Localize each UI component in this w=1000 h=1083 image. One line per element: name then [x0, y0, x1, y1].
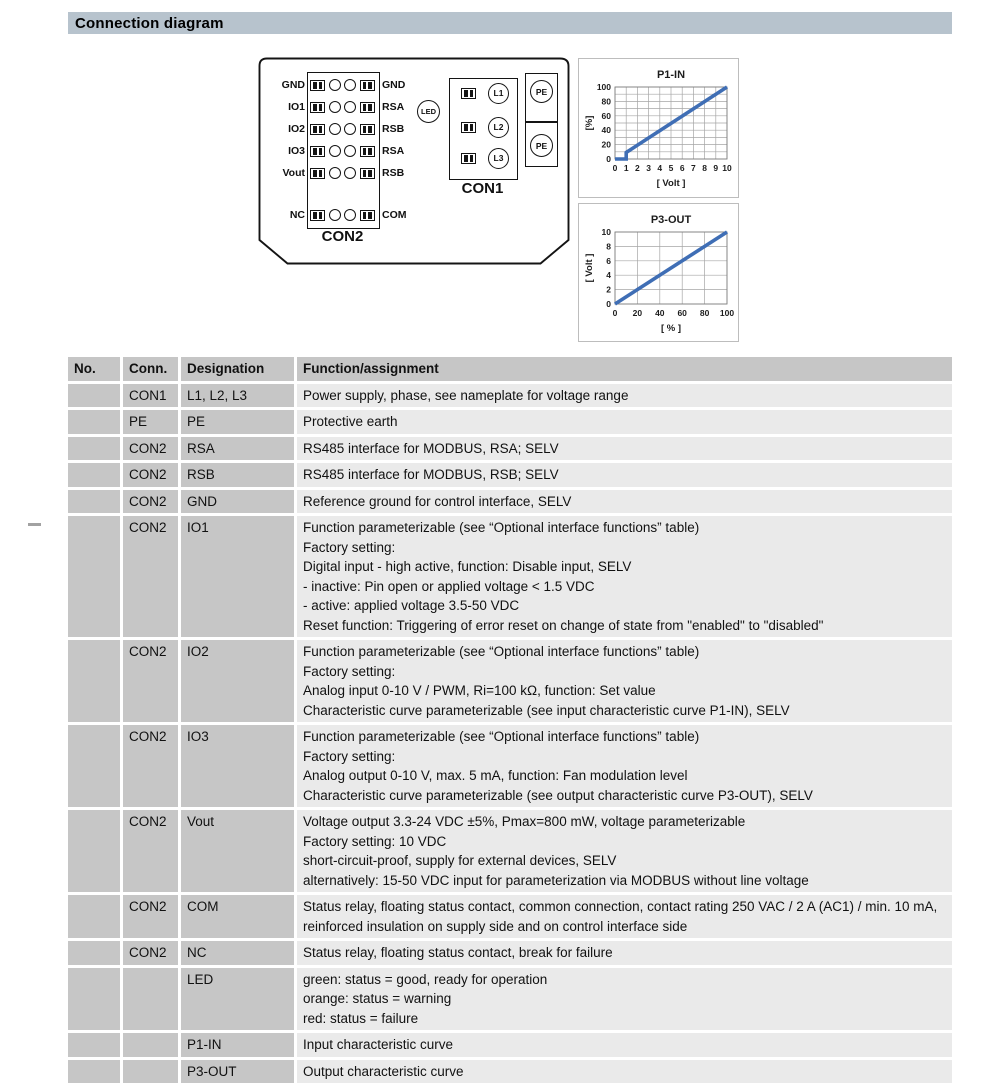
cell-function: [297, 895, 952, 938]
y-tick-label: 0: [606, 299, 611, 309]
screw-hole-icon: [329, 123, 341, 135]
con2-pin-label-left: Vout: [258, 166, 305, 180]
cell-designation: L1, L2, L3: [181, 384, 294, 408]
led-label: LED: [421, 107, 436, 116]
con2-terminal-row: [310, 208, 375, 222]
cell-no: [68, 463, 120, 487]
pe-terminal-box-2: [525, 121, 558, 167]
x-tick-label: 20: [633, 308, 643, 318]
x-axis-label: [ Volt ]: [657, 178, 686, 189]
pe-label-1: PE: [536, 87, 547, 97]
con2-pin-label-left: IO2: [258, 122, 305, 136]
led-indicator: [417, 100, 440, 123]
terminal-contact-icon: [310, 146, 325, 157]
con2-pin-label-left: IO3: [258, 144, 305, 158]
cell-conn: CON2: [123, 490, 178, 514]
con2-pin-label-left: IO1: [258, 100, 305, 114]
function-line: Output characteristic curve: [303, 1062, 946, 1082]
screw-hole-icon: [344, 145, 356, 157]
cell-conn: CON2: [123, 437, 178, 461]
screw-hole-icon: [329, 209, 341, 221]
cell-conn: [123, 1060, 178, 1083]
screw-hole-icon: [329, 79, 341, 91]
col-header-conn: Conn.: [123, 357, 178, 381]
x-tick-label: 3: [646, 163, 651, 173]
screw-hole-icon: [344, 123, 356, 135]
terminal-contact-icon: [461, 88, 476, 99]
chart-title: P3-OUT: [651, 214, 692, 226]
terminal-contact-icon: [360, 124, 375, 135]
cell-conn: CON2: [123, 941, 178, 965]
cell-no: [68, 810, 120, 892]
pe-circle-1: [530, 80, 553, 103]
function-line: Status relay, floating status contact, common connection, contact rating 250 VAC / 2 A (AC1) / min. 10 mA, reinforced insulation on supply side and on control interface side: [303, 897, 946, 936]
cell-function: [297, 640, 952, 722]
y-tick-label: 8: [606, 241, 611, 251]
function-line: green: status = good, ready for operation: [303, 970, 946, 990]
x-tick-label: 40: [655, 308, 665, 318]
chart-canvas: [579, 204, 738, 341]
cell-conn: [123, 968, 178, 1031]
cell-no: [68, 437, 120, 461]
y-tick-label: 20: [602, 140, 612, 150]
function-line: alternatively: 15-50 VDC input for parameterization via MODBUS without line voltage: [303, 871, 946, 891]
col-header-function: Function/assignment: [297, 357, 952, 381]
cell-no: [68, 384, 120, 408]
margin-dash: [28, 523, 41, 526]
con2-label: CON2: [307, 228, 378, 245]
screw-hole-icon: [344, 167, 356, 179]
screw-hole-icon: [344, 79, 356, 91]
function-line: Digital input - high active, function: Disable input, SELV: [303, 557, 946, 577]
function-line: RS485 interface for MODBUS, RSA; SELV: [303, 439, 946, 459]
cell-no: [68, 640, 120, 722]
x-tick-label: 6: [680, 163, 685, 173]
screw-hole-icon: [329, 167, 341, 179]
cell-no: [68, 516, 120, 637]
connection-diagram: [258, 57, 570, 265]
terminal-contact-icon: [360, 168, 375, 179]
x-tick-label: 7: [691, 163, 696, 173]
function-line: orange: status = warning: [303, 989, 946, 1009]
cell-designation: IO1: [181, 516, 294, 637]
y-tick-label: 40: [602, 125, 612, 135]
cell-conn: CON2: [123, 895, 178, 938]
function-line: Protective earth: [303, 412, 946, 432]
chart-p1-in: [578, 58, 739, 198]
y-tick-label: 60: [602, 111, 612, 121]
terminal-contact-icon: [310, 124, 325, 135]
function-line: short-circuit-proof, supply for external devices, SELV: [303, 851, 946, 871]
terminal-contact-icon: [310, 80, 325, 91]
col-header-no: No.: [68, 357, 120, 381]
cell-designation: IO2: [181, 640, 294, 722]
terminal-contact-icon: [360, 80, 375, 91]
phase-terminal-circle: L2: [488, 117, 509, 138]
x-tick-label: 0: [613, 163, 618, 173]
x-tick-label: 2: [635, 163, 640, 173]
x-axis-label: [ % ]: [661, 323, 681, 334]
y-tick-label: 10: [602, 227, 612, 237]
cell-function: [297, 516, 952, 637]
cell-designation: RSB: [181, 463, 294, 487]
col-header-designation: Designation: [181, 357, 294, 381]
function-line: - inactive: Pin open or applied voltage < 1.5 VDC: [303, 577, 946, 597]
cell-no: [68, 1033, 120, 1057]
cell-no: [68, 895, 120, 938]
function-line: Voltage output 3.3-24 VDC ±5%, Pmax=800 mW, voltage parameterizable: [303, 812, 946, 832]
x-tick-label: 8: [702, 163, 707, 173]
cell-conn: CON1: [123, 384, 178, 408]
phase-terminal-circle: L1: [488, 83, 509, 104]
section-title: Connection diagram: [68, 15, 224, 32]
cell-designation: PE: [181, 410, 294, 434]
cell-function: [297, 384, 952, 408]
cell-function: [297, 410, 952, 434]
cell-no: [68, 410, 120, 434]
function-line: Factory setting:: [303, 662, 946, 682]
function-line: Characteristic curve parameterizable (see output characteristic curve P3-OUT), SELV: [303, 786, 946, 806]
cell-no: [68, 1060, 120, 1083]
section-header-bar: [68, 12, 952, 34]
function-line: Function parameterizable (see “Optional interface functions” table): [303, 518, 946, 538]
function-line: RS485 interface for MODBUS, RSB; SELV: [303, 465, 946, 485]
y-tick-label: 4: [606, 270, 611, 280]
cell-function: [297, 1033, 952, 1057]
screw-hole-icon: [344, 209, 356, 221]
terminal-contact-icon: [461, 153, 476, 164]
cell-conn: CON2: [123, 463, 178, 487]
terminal-contact-icon: [310, 102, 325, 113]
cell-designation: GND: [181, 490, 294, 514]
con2-terminal-row: [310, 122, 375, 136]
function-line: - active: applied voltage 3.5-50 VDC: [303, 596, 946, 616]
function-line: Function parameterizable (see “Optional interface functions” table): [303, 727, 946, 747]
cell-function: [297, 941, 952, 965]
function-line: Factory setting:: [303, 747, 946, 767]
con2-pin-label-right: RSA: [382, 100, 442, 114]
con1-label: CON1: [449, 180, 516, 197]
cell-function: [297, 968, 952, 1031]
y-tick-label: 6: [606, 256, 611, 266]
pe-label-2: PE: [536, 141, 547, 151]
cell-function: [297, 463, 952, 487]
con2-terminal-row: [310, 166, 375, 180]
x-tick-label: 1: [624, 163, 629, 173]
cell-conn: [123, 1033, 178, 1057]
chart-canvas: [579, 59, 738, 196]
cell-function: [297, 1060, 952, 1083]
x-tick-label: 5: [669, 163, 674, 173]
cell-designation: P3-OUT: [181, 1060, 294, 1083]
y-tick-label: 100: [597, 82, 611, 92]
con2-pin-label-right: RSA: [382, 144, 442, 158]
cell-designation: P1-IN: [181, 1033, 294, 1057]
cell-conn: CON2: [123, 516, 178, 637]
y-tick-label: 2: [606, 285, 611, 295]
cell-conn: CON2: [123, 640, 178, 722]
phase-terminal-circle: L3: [488, 148, 509, 169]
cell-designation: COM: [181, 895, 294, 938]
cell-function: [297, 490, 952, 514]
chart-p3-out: [578, 203, 739, 342]
function-line: Input characteristic curve: [303, 1035, 946, 1055]
y-tick-label: 0: [606, 154, 611, 164]
con2-pin-label-right: COM: [382, 208, 442, 222]
function-line: Factory setting: 10 VDC: [303, 832, 946, 852]
cell-designation: IO3: [181, 725, 294, 807]
cell-designation: LED: [181, 968, 294, 1031]
x-tick-label: 100: [720, 308, 734, 318]
x-tick-label: 80: [700, 308, 710, 318]
cell-no: [68, 725, 120, 807]
x-tick-label: 0: [613, 308, 618, 318]
function-line: Power supply, phase, see nameplate for voltage range: [303, 386, 946, 406]
cell-conn: CON2: [123, 810, 178, 892]
con1-terminal-row: [461, 148, 509, 168]
con2-terminal-row: [310, 100, 375, 114]
con2-terminal-row: [310, 78, 375, 92]
cell-function: [297, 437, 952, 461]
screw-hole-icon: [344, 101, 356, 113]
y-tick-label: 80: [602, 96, 612, 106]
function-line: Status relay, floating status contact, break for failure: [303, 943, 946, 963]
cell-designation: Vout: [181, 810, 294, 892]
terminal-contact-icon: [360, 102, 375, 113]
function-line: Reference ground for control interface, SELV: [303, 492, 946, 512]
function-line: Factory setting:: [303, 538, 946, 558]
cell-conn: PE: [123, 410, 178, 434]
function-line: Analog input 0-10 V / PWM, Ri=100 kΩ, function: Set value: [303, 681, 946, 701]
cell-no: [68, 941, 120, 965]
cell-no: [68, 490, 120, 514]
y-axis-label: [ Volt ]: [584, 254, 595, 283]
con2-pin-label-left: GND: [258, 78, 305, 92]
function-line: red: status = failure: [303, 1009, 946, 1029]
terminal-contact-icon: [360, 146, 375, 157]
screw-hole-icon: [329, 101, 341, 113]
function-line: Analog output 0-10 V, max. 5 mA, function: Fan modulation level: [303, 766, 946, 786]
cell-designation: NC: [181, 941, 294, 965]
x-tick-label: 9: [713, 163, 718, 173]
screw-hole-icon: [329, 145, 341, 157]
x-tick-label: 10: [722, 163, 732, 173]
con1-terminal-row: [461, 83, 509, 103]
x-tick-label: 4: [657, 163, 662, 173]
cell-function: [297, 725, 952, 807]
cell-designation: RSA: [181, 437, 294, 461]
connection-table: [68, 357, 952, 1083]
terminal-contact-icon: [310, 210, 325, 221]
con2-terminal-row: [310, 144, 375, 158]
function-line: Function parameterizable (see “Optional interface functions” table): [303, 642, 946, 662]
cell-function: [297, 810, 952, 892]
terminal-contact-icon: [310, 168, 325, 179]
con1-terminal-row: [461, 117, 509, 137]
con2-pin-label-right: GND: [382, 78, 442, 92]
cell-no: [68, 968, 120, 1031]
con2-pin-label-left: NC: [258, 208, 305, 222]
x-tick-label: 60: [677, 308, 687, 318]
data-series-line: [615, 232, 727, 304]
terminal-contact-icon: [360, 210, 375, 221]
cell-conn: CON2: [123, 725, 178, 807]
chart-title: P1-IN: [657, 69, 685, 81]
y-axis-label: [%]: [584, 116, 595, 131]
function-line: Characteristic curve parameterizable (see input characteristic curve P1-IN), SELV: [303, 701, 946, 721]
function-line: Reset function: Triggering of error reset on change of state from "enabled" to "disabled": [303, 616, 946, 636]
con2-pin-label-right: RSB: [382, 122, 442, 136]
con2-pin-label-right: RSB: [382, 166, 442, 180]
pe-terminal-column: [525, 73, 558, 167]
terminal-contact-icon: [461, 122, 476, 133]
pe-terminal-box-1: [525, 73, 558, 123]
pe-circle-2: [530, 134, 553, 157]
